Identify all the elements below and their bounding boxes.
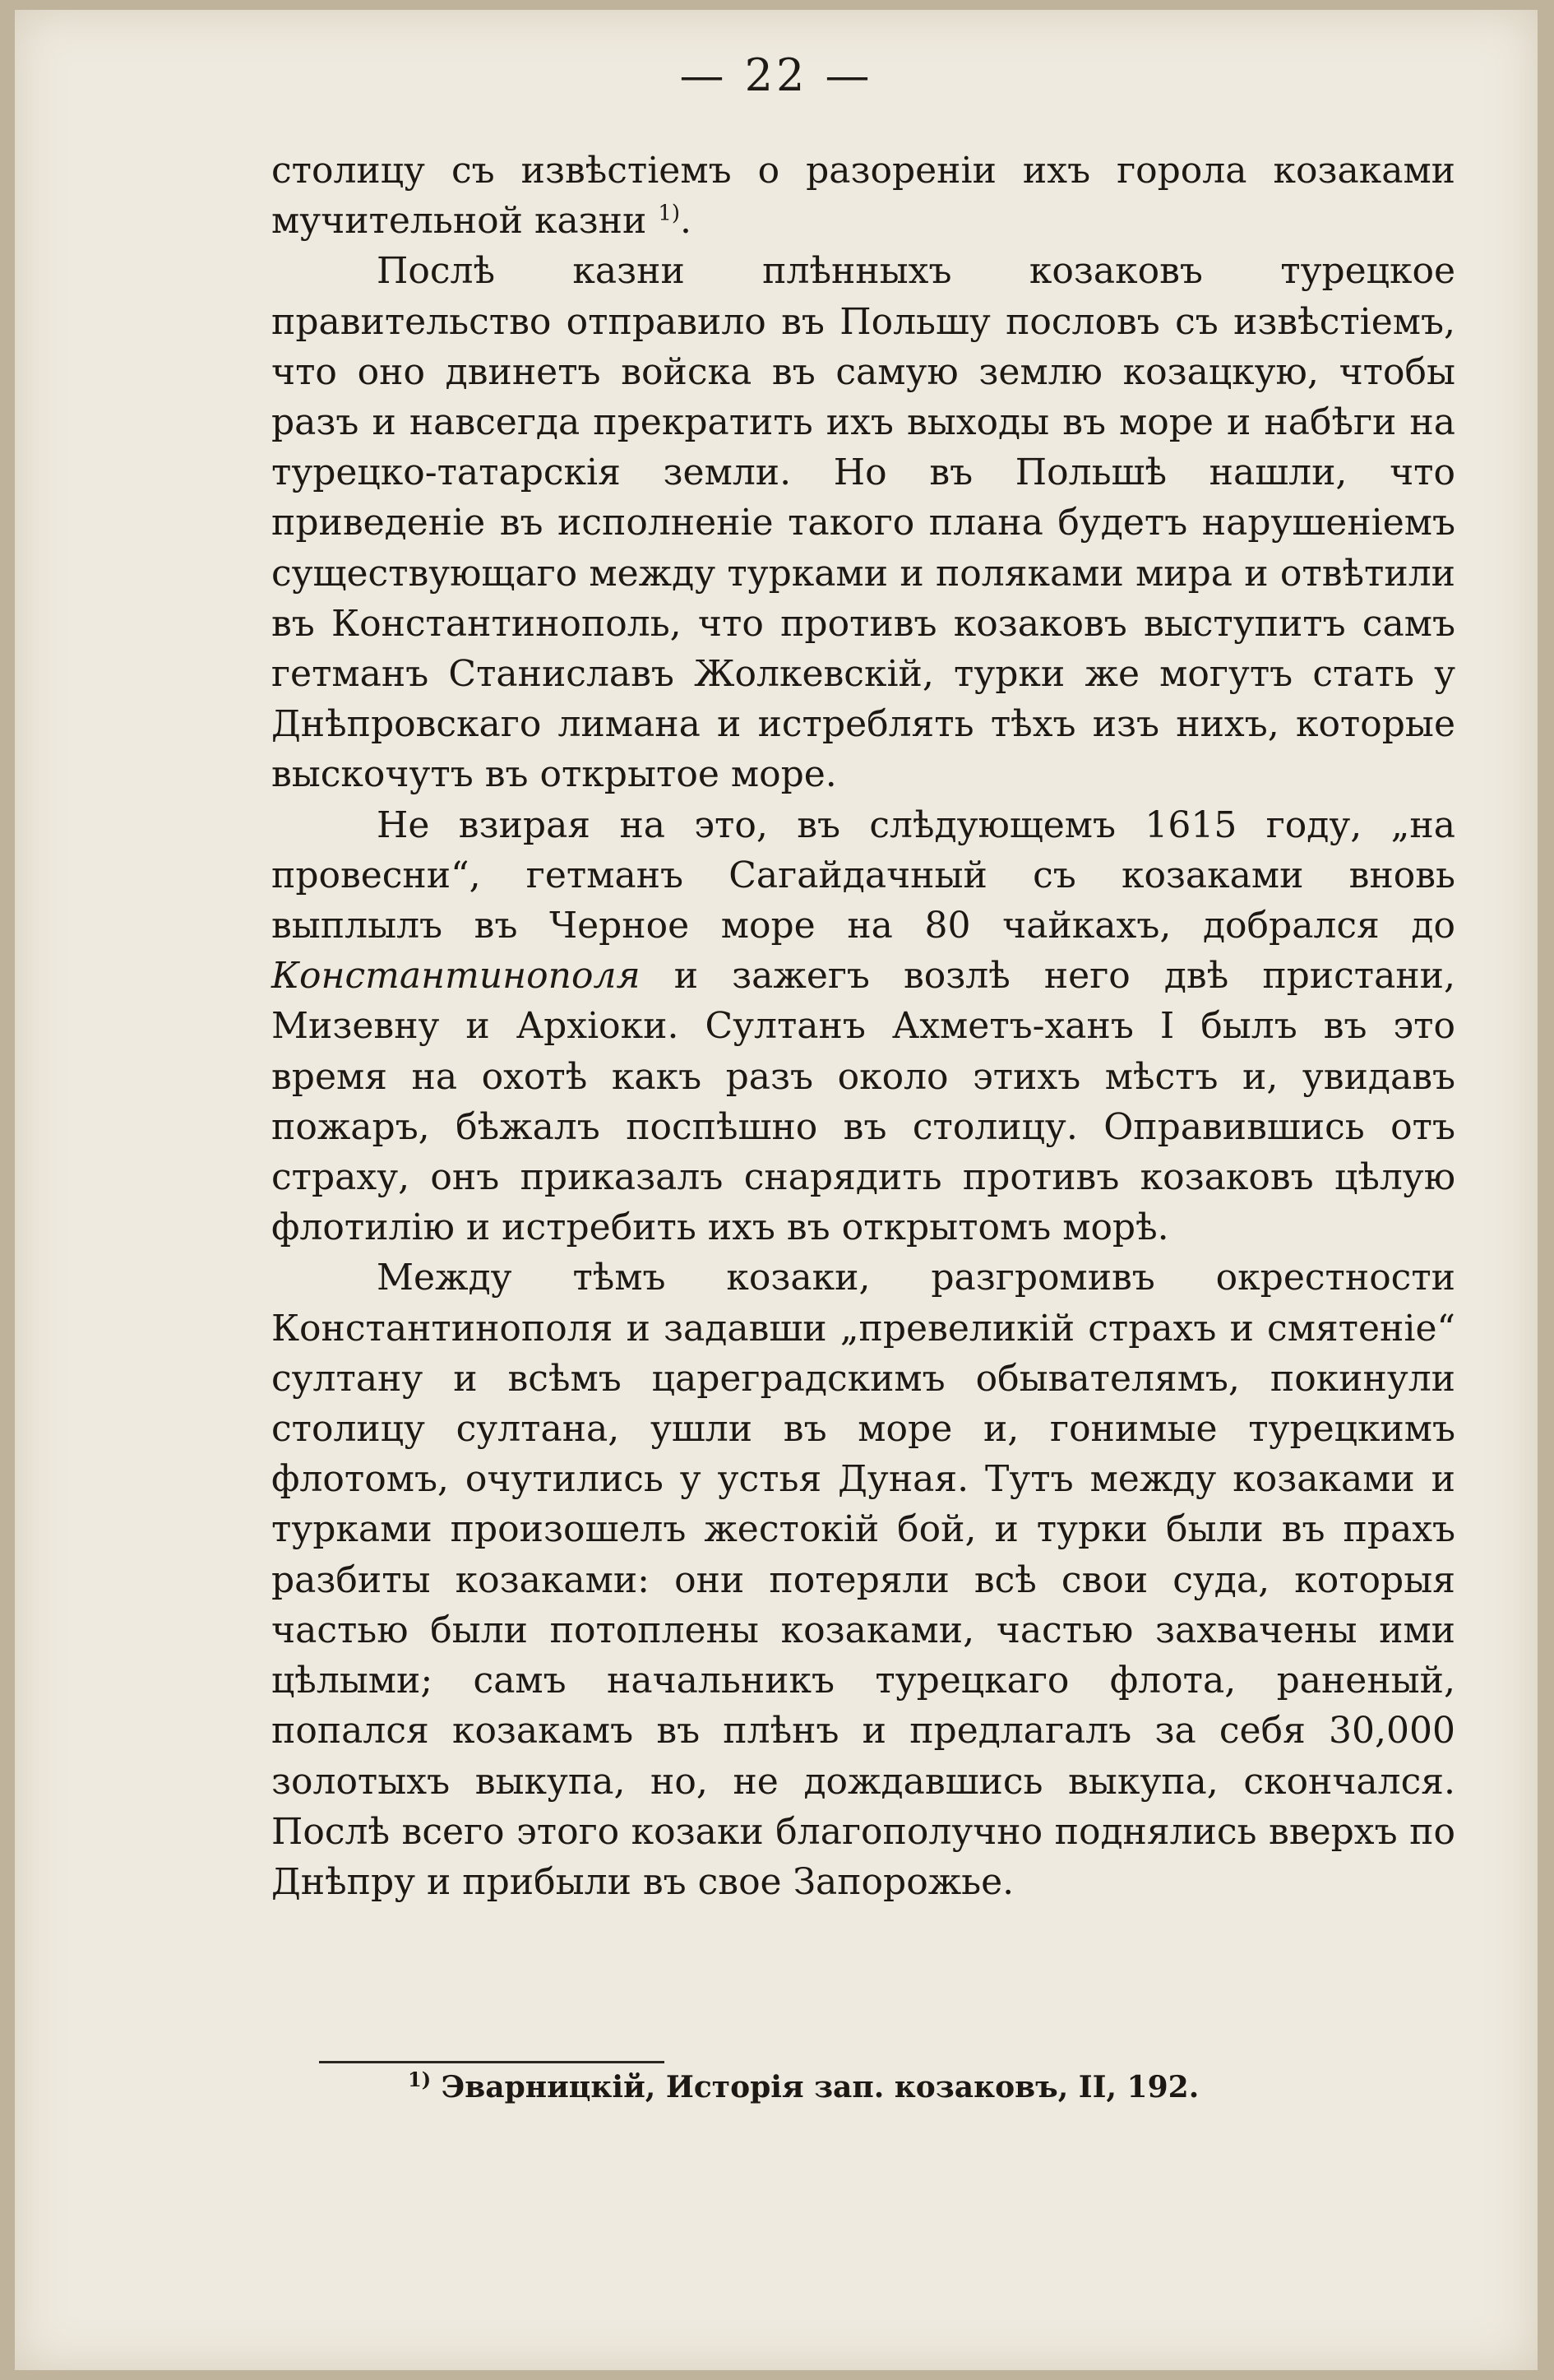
page-number: — 22 — bbox=[679, 49, 873, 101]
paragraph-1 bbox=[271, 146, 1455, 246]
paragraph-2-text: Послѣ казни плѣнныхъ козаковъ турецкое правительство отправило въ Польшу пословъ съ извѣстіемъ, что оно двинетъ войска въ самую землю козацкую, чтобы разъ и навсегда прекратить ихъ выходы въ море и набѣги на турецко-татарскія земли. Но въ Польшѣ нашли, что приведеніе въ исполненіе такого плана будетъ нарушеніемъ существующаго между турками и поляками мира и отвѣтили въ Константинополь, что противъ козаковъ выступитъ самъ гетманъ Станиславъ Жолкевскій, турки же могутъ стать у Днѣпровскаго лимана и истреблять тѣхъ изъ нихъ, которые выскочутъ въ открытое море. bbox=[271, 250, 1455, 796]
paragraph-4-text: Между тѣмъ козаки, разгромивъ окрестности Константинополя и задавши „превеликій страхъ и смятеніе“ султану и всѣмъ цареградскимъ обывателямъ, покинули столицу султана, ушли въ море и, гонимые турецкимъ флотомъ, очутились у устья Дуная. Тутъ между козаками и турками произошелъ жестокій бой, и турки были въ прахъ разбиты козаками: они потеряли всѣ свои суда, которыя частью были потоплены козаками, частью захвачены ими цѣлыми; самъ начальникъ турецкаго флота, раненый, попался козакамъ въ плѣнъ и предлагалъ за себя 30,000 золотыхъ выкупа, но, не дождавшись выкупа, скончался. Послѣ всего этого козаки благополучно поднялись вверхъ по Днѣпру и прибыли въ свое Запорожье. bbox=[271, 1257, 1455, 1903]
book-page bbox=[15, 10, 1538, 2370]
paragraph-1-end: . bbox=[680, 200, 692, 243]
body-text bbox=[271, 146, 1455, 1907]
footnote-reference: 1) bbox=[658, 201, 681, 226]
footnote-mark: 1) bbox=[408, 2067, 432, 2091]
paragraph-3-text-start: Не взирая на это, въ слѣдующемъ 1615 году, „на провесни“, гетманъ Сагайдачный съ козаками вновь выплылъ въ Черное море на 80 чайкахъ, добрался до bbox=[271, 803, 1455, 947]
paragraph-3-text-end: и зажегъ возлѣ него двѣ пристани, Мизевну и Архіоки. Султанъ Ахметъ-ханъ I былъ въ это время на охотѣ какъ разъ около этихъ мѣстъ и, увидавъ пожаръ, бѣжалъ поспѣшно въ столицу. Оправившись отъ страху, онъ приказалъ снарядить противъ козаковъ цѣлую флотилію и истребить ихъ въ открытомъ морѣ. bbox=[271, 955, 1455, 1249]
paragraph-3-italic-place: Константинополя bbox=[271, 955, 641, 998]
paragraph-1-text: столицу съ извѣстіемъ о разореніи ихъ горола козаками мучительной казни bbox=[271, 150, 1455, 243]
footnote-text: Эварницкій, Исторія зап. козаковъ, II, 192. bbox=[441, 2070, 1200, 2104]
footnote bbox=[408, 2067, 1394, 2107]
paragraph-4 bbox=[271, 1253, 1455, 1907]
paragraph-2 bbox=[271, 246, 1455, 799]
paragraph-3 bbox=[271, 800, 1455, 1253]
footnote-divider bbox=[319, 2061, 664, 2063]
